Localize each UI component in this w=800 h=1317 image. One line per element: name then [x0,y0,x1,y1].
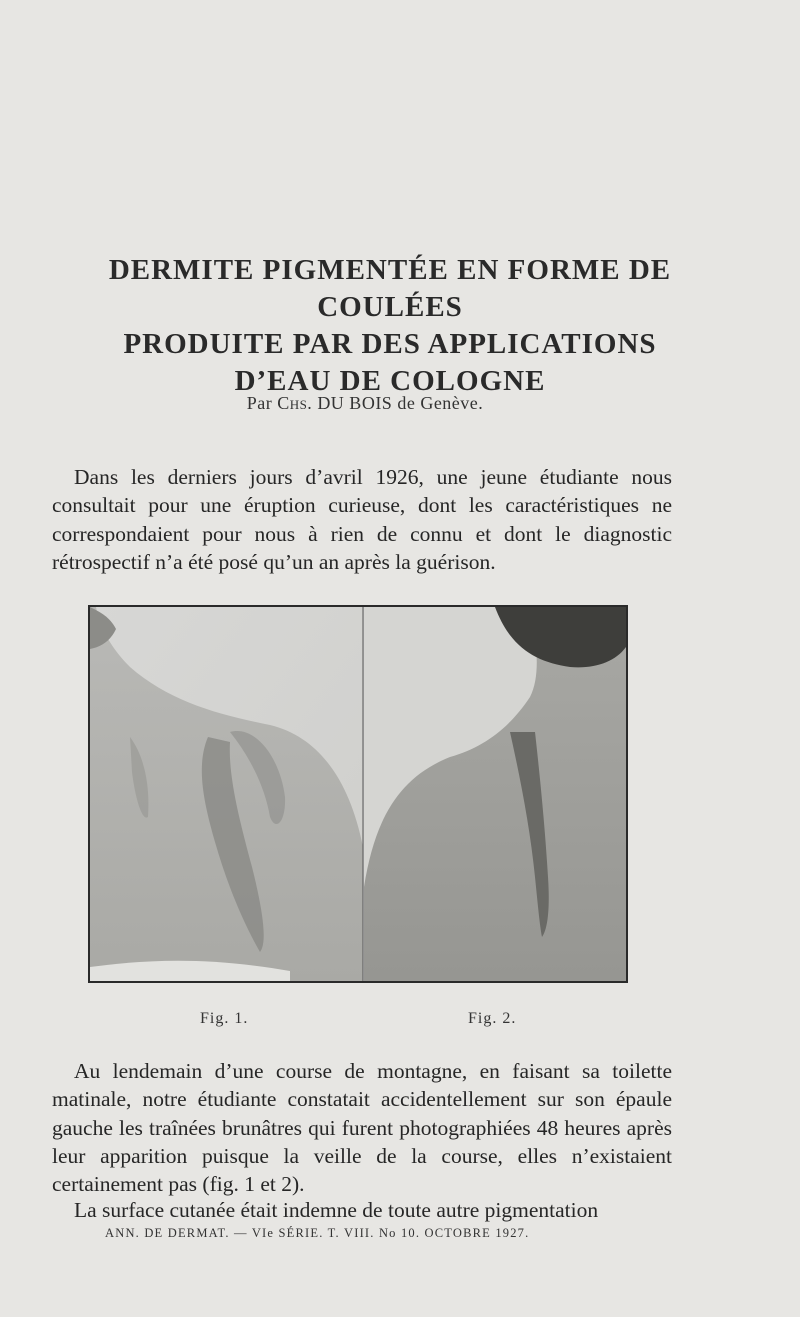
figure-1-photo [90,607,363,981]
title-line: DERMITE PIGMENTÉE EN FORME DE COULÉES [108,254,672,323]
title-line: PRODUITE PAR DES APPLICATIONS [123,328,657,360]
figure-2-photo [364,607,626,981]
body-paragraph: La surface cutanée était indemne de toute autre pigmentation [74,1198,599,1222]
byline-prefix: Par [246,393,273,413]
body-paragraph: Dans les derniers jours d’avril 1926, une jeune étudiante nous consultait pour une éruption curieuse, dont les caractéristiques ne correspondaient pour nous à rien de connu et dont le diagnostic rétrospectif n’a été posé qu’un an après la guérison. [52,465,672,574]
article-title [40,252,740,400]
figure-photo-pair [90,607,626,981]
title-line: D’EAU DE COLOGNE [234,365,546,397]
figure-2-caption: Fig. 2. [468,1010,517,1027]
author-name: DU BOIS [317,393,393,413]
author-affiliation: de Genève. [397,393,484,413]
figure-photographs [88,605,628,983]
body-paragraph: Au lendemain d’une course de montagne, en faisant sa toilette matinale, notre étudiante constatait accidentellement sur son épaule gauche les traînées brunâtres qui furent photographiées 48 heures après leur apparition puisque la veille de la course, elles n’existaient certainement pas (fig. 1 et 2). [52,1059,672,1197]
author-initial: Chs. [277,393,313,413]
byline [100,393,630,414]
figure-1-caption: Fig. 1. [200,1010,249,1027]
journal-footer: ANN. DE DERMAT. — VIe SÉRIE. T. VIII. No 10. OCTOBRE 1927. [105,1226,530,1240]
